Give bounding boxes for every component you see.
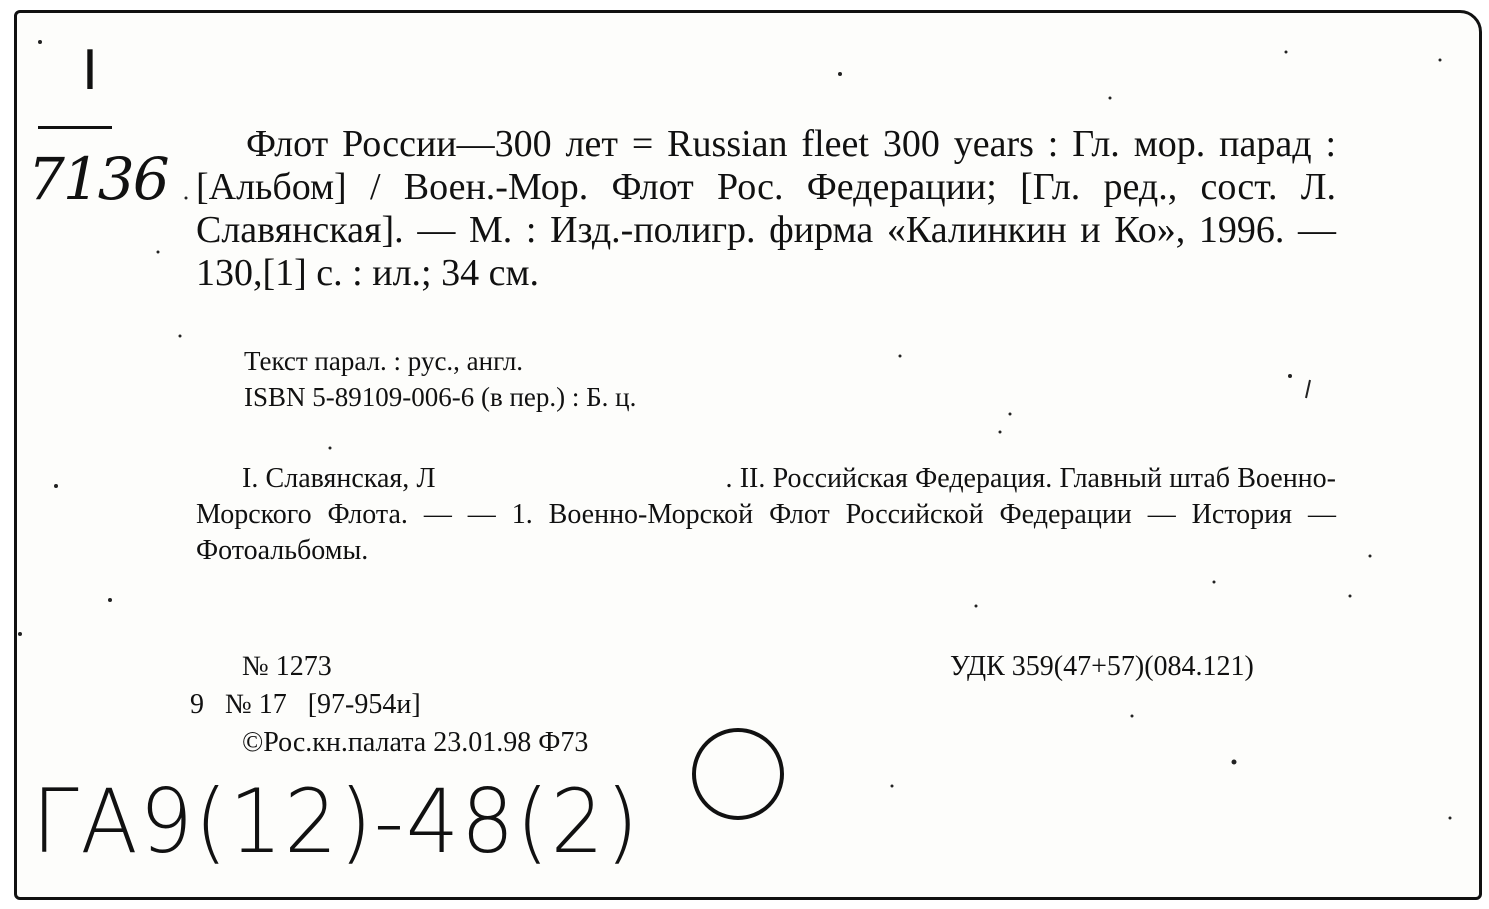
shelfmark-top: I <box>82 39 98 102</box>
shelfmark-number: 7136 <box>28 145 168 213</box>
language-note: Текст парал. : рус., англ. <box>244 346 524 376</box>
tracing-part-2: . II. Российская Федерация. Главный штаб Военно-Морского Флота. — — 1. Военно-Морской Флот Российской Федерации — История — Фотоальбомы. <box>196 463 1336 566</box>
udk-code: УДК 359(47+57)(084.121) <box>950 651 1254 682</box>
entry-notes <box>244 343 636 415</box>
copyright-line: ©Рос.кн.палата 23.01.98 Ф73 <box>242 727 589 758</box>
handwritten-code: ГА9(12)-48(2) <box>32 770 641 873</box>
bibliographic-entry <box>196 123 1336 295</box>
isbn-note: ISBN 5-89109-006-6 (в пер.) : Б. ц. <box>244 382 637 412</box>
tracing-part-1: I. Славянская, Л <box>242 463 436 494</box>
tracings <box>196 461 1336 569</box>
entry-main-text: Флот России—300 лет = Russian fleet 300 years : Гл. мор. парад : [Альбом] / Воен.-Мор. Флот Рос. Федерации; [Гл. ред., сост. Л. Славянская]. — М. : Изд.-полигр. фирма «Калинкин и Ко», 1996. — 130,[1] с. : ил.; 34 см. <box>196 123 1336 294</box>
card-number-2-prefix: 9 <box>190 689 204 720</box>
card-numbers <box>190 648 588 762</box>
card-number-2: № 17 [97-954и] <box>225 689 421 720</box>
card-number-1: № 1273 <box>242 651 332 682</box>
stamp-circle <box>692 728 784 820</box>
shelfmark-divider <box>38 126 112 129</box>
